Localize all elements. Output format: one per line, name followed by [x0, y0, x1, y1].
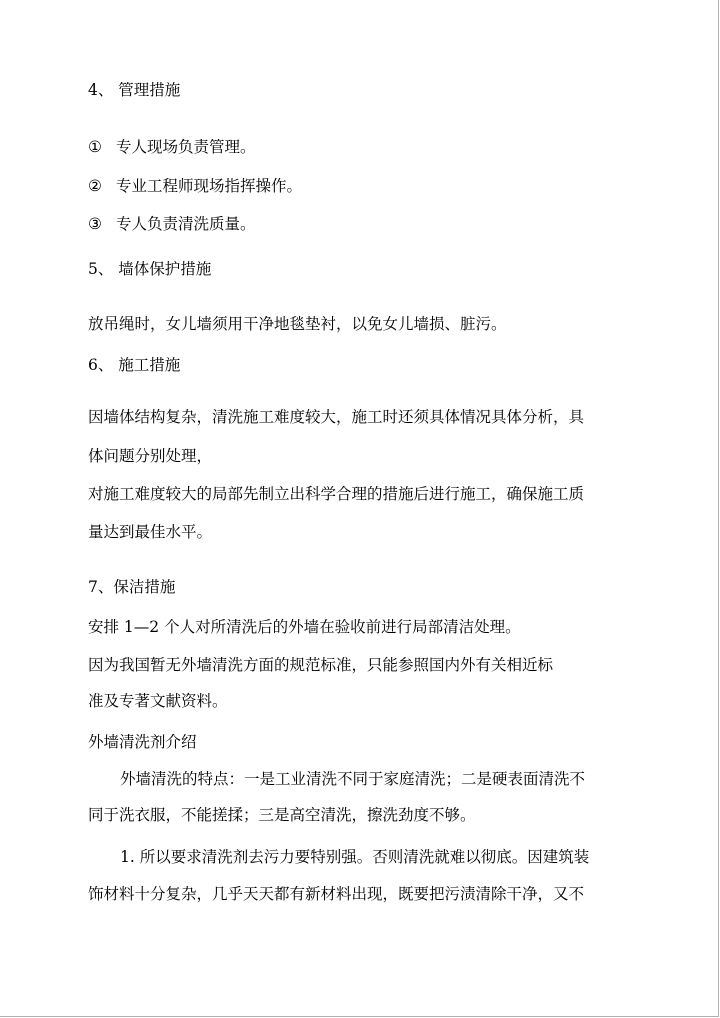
list-item-text: 专业工程师现场指挥操作。: [116, 177, 303, 195]
list-marker: ①: [88, 138, 102, 156]
section-6-heading: 6、 施工措施: [88, 356, 181, 374]
intro-paragraph-1-line: 同于洗衣服，不能搓揉；三是高空清洗，擦洗劲度不够。: [88, 806, 476, 824]
section-5-heading: 5、 墙体保护措施: [88, 260, 212, 278]
intro-heading: 外墙清洗剂介绍: [88, 733, 197, 751]
section-4-heading: 4、 管理措施: [88, 81, 181, 99]
list-item: [88, 136, 256, 158]
section-6-line: 因墙体结构复杂，清洗施工难度较大，施工时还须具体情况具体分析，具: [88, 408, 585, 426]
section-7-line: 安排 1—2 个人对所清洗后的外墙在验收前进行局部清洁处理。: [88, 618, 521, 636]
list-marker: ③: [88, 215, 102, 233]
list-item-text: 专人负责清洗质量。: [116, 215, 256, 233]
list-item-text: 专人现场负责管理。: [116, 138, 256, 156]
list-marker: ②: [88, 177, 102, 195]
intro-paragraph-1-line: 外墙清洗的特点：一是工业清洗不同于家庭清洗；二是硬表面清洗不: [120, 770, 586, 788]
section-6-line: 体问题分别处理，: [88, 447, 213, 465]
list-item: [88, 175, 302, 197]
list-item: [88, 213, 256, 235]
intro-paragraph-2-line: 饰材料十分复杂，几乎天天都有新材料出现，既要把污渍清除干净，又不: [88, 885, 585, 903]
section-6-line: 量达到最佳水平。: [88, 523, 213, 541]
section-7-line: 准及专著文献资料。: [88, 692, 228, 710]
section-7-heading: 7、保洁措施: [88, 578, 176, 596]
section-6-line: 对施工难度较大的局部先制立出科学合理的措施后进行施工，确保施工质: [88, 485, 585, 503]
intro-paragraph-2-line: 1. 所以要求清洗剂去污力要特别强。否则清洗就难以彻底。因建筑装: [120, 848, 590, 866]
section-5-text: 放吊绳时，女儿墙须用干净地毯垫衬，以免女儿墙损、脏污。: [88, 315, 507, 333]
section-7-line: 因为我国暂无外墙清洗方面的规范标准，只能参照国内外有关相近标: [88, 656, 554, 674]
